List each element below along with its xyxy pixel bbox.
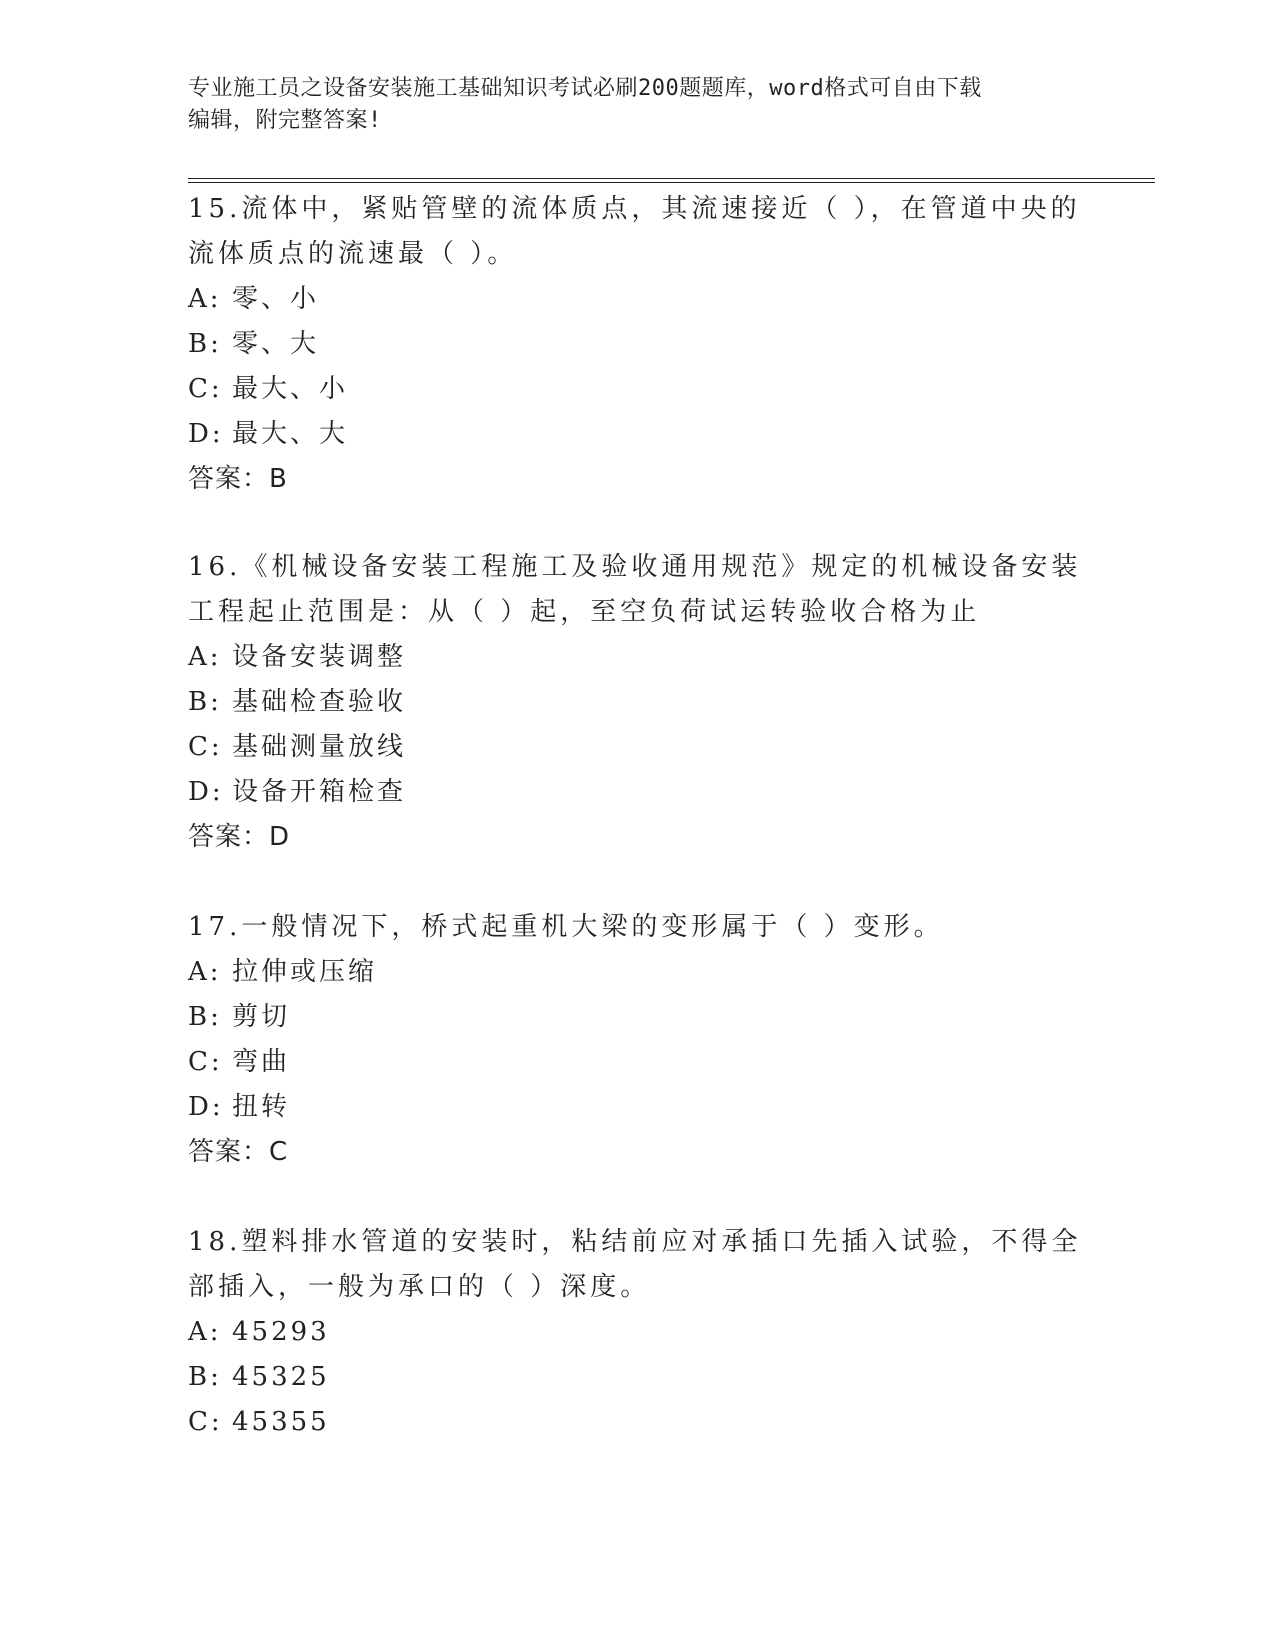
option-text: 基础检查验收 xyxy=(232,687,407,717)
option-label: A: xyxy=(188,284,222,314)
option-text: 45325 xyxy=(232,1362,330,1392)
header-title-line-2: 编辑，附完整答案! xyxy=(188,108,382,133)
option-text: 最大、小 xyxy=(232,374,349,404)
option-label: C: xyxy=(188,732,223,762)
question-16 xyxy=(188,545,1088,860)
option-d xyxy=(188,770,1088,815)
question-17 xyxy=(188,905,1088,1175)
question-stem: 16.《机械设备安装工程施工及验收通用规范》规定的机械设备安装工程起止范围是：从（ ）起，至空负荷试运转验收合格为止 xyxy=(188,552,1082,627)
option-label: A: xyxy=(188,1317,222,1347)
option-label: A: xyxy=(188,642,222,672)
question-15 xyxy=(188,187,1088,502)
question-stem: 15.流体中，紧贴管壁的流体质点，其流速接近（ ），在管道中央的流体质点的流速最（ ）。 xyxy=(188,194,1081,269)
option-label: A: xyxy=(188,957,222,987)
answer: 答案：C xyxy=(188,1137,289,1167)
question-stem: 17.一般情况下，桥式起重机大梁的变形属于（ ）变形。 xyxy=(188,912,944,942)
header-title-line-1: 专业施工员之设备安装施工基础知识考试必刷200题题库，word格式可自由下载 xyxy=(188,76,982,101)
option-c xyxy=(188,1040,1088,1085)
option-a xyxy=(188,635,1088,680)
option-text: 拉伸或压缩 xyxy=(232,957,378,987)
option-label: D: xyxy=(188,1092,224,1122)
option-label: D: xyxy=(188,419,224,449)
option-text: 设备安装调整 xyxy=(232,642,407,672)
option-text: 45293 xyxy=(232,1317,330,1347)
option-label: C: xyxy=(188,374,223,404)
header-divider-bottom xyxy=(188,182,1155,183)
option-label: C: xyxy=(188,1407,223,1437)
option-label: D: xyxy=(188,777,224,807)
option-text: 45355 xyxy=(232,1407,330,1437)
option-d xyxy=(188,412,1088,457)
header-divider-top xyxy=(188,178,1155,179)
option-b xyxy=(188,995,1088,1040)
answer: 答案：D xyxy=(188,822,291,852)
question-stem: 18.塑料排水管道的安装时，粘结前应对承插口先插入试验，不得全部插入，一般为承口的（ ）深度。 xyxy=(188,1227,1082,1302)
option-text: 弯曲 xyxy=(232,1047,291,1077)
option-d xyxy=(188,1085,1088,1130)
option-label: B: xyxy=(188,329,222,359)
option-a xyxy=(188,277,1088,322)
option-label: B: xyxy=(188,1362,222,1392)
option-text: 零、小 xyxy=(232,284,320,314)
option-b xyxy=(188,322,1088,367)
option-label: C: xyxy=(188,1047,223,1077)
answer: 答案：B xyxy=(188,464,288,494)
option-a xyxy=(188,950,1088,995)
option-label: B: xyxy=(188,687,222,717)
option-c xyxy=(188,725,1088,770)
option-text: 剪切 xyxy=(232,1002,291,1032)
option-text: 设备开箱检查 xyxy=(232,777,407,807)
option-c xyxy=(188,367,1088,412)
option-text: 基础测量放线 xyxy=(232,732,407,762)
option-c xyxy=(188,1400,1088,1445)
option-label: B: xyxy=(188,1002,222,1032)
document-header xyxy=(188,73,1088,137)
option-b xyxy=(188,680,1088,725)
option-text: 零、大 xyxy=(232,329,320,359)
option-a xyxy=(188,1310,1088,1355)
question-18 xyxy=(188,1220,1088,1445)
option-text: 扭转 xyxy=(232,1092,291,1122)
option-text: 最大、大 xyxy=(232,419,349,449)
option-b xyxy=(188,1355,1088,1400)
